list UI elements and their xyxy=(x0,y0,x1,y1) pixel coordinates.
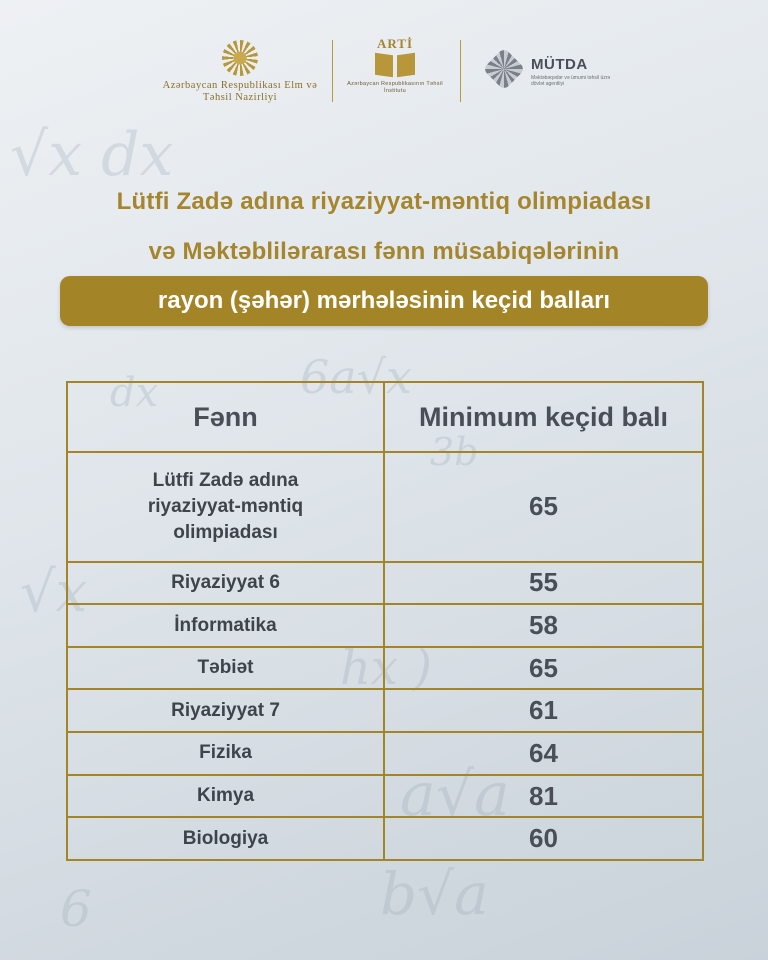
score-cell: 81 xyxy=(384,775,703,818)
mutda-knot-icon xyxy=(483,48,526,91)
arti-name: ARTİ xyxy=(376,36,414,51)
subject-cell: Kimya xyxy=(67,775,384,818)
table-row xyxy=(67,817,703,860)
bg-formula: 3b xyxy=(430,430,479,474)
mutda-name: MÜTDA xyxy=(531,56,588,73)
title-line-2: və Məktəblilərarası fənn müsabiqələrinin xyxy=(148,238,620,265)
arti-logo xyxy=(345,36,445,95)
header-subject: Fənn xyxy=(67,382,384,452)
subject-cell: Fizika xyxy=(67,732,384,775)
score-cell: 60 xyxy=(384,817,703,860)
arti-book-icon xyxy=(375,54,415,78)
logo-divider xyxy=(332,40,333,102)
table-row xyxy=(67,732,703,775)
arti-subtitle: Azərbaycan Respublikasının Təhsil İnstitutu xyxy=(347,81,443,94)
bg-formula: √x dx xyxy=(10,120,174,190)
subject-cell: Biologiya xyxy=(67,817,384,860)
bg-formula: 6a√x xyxy=(300,350,412,404)
logo-header xyxy=(0,30,768,114)
ministry-emblem-icon xyxy=(222,40,258,76)
ministry-name: Azərbaycan Respublikası Elm və Təhsil Nazirliyi xyxy=(162,80,318,103)
subject-cell: İnformatika xyxy=(67,604,384,647)
title-line-1: Lütfi Zadə adına riyaziyyat-məntiq olimpiadası xyxy=(116,188,652,215)
table-row xyxy=(67,562,703,605)
header-min-score: Minimum keçid balı xyxy=(384,382,703,452)
bg-formula: b√a xyxy=(380,860,489,928)
table-row xyxy=(67,775,703,818)
table-row xyxy=(67,604,703,647)
score-cell: 64 xyxy=(384,732,703,775)
score-cell: 65 xyxy=(384,647,703,690)
bg-formula: √x xyxy=(20,560,88,625)
table-row xyxy=(67,689,703,732)
bg-formula: a√a xyxy=(400,760,510,830)
score-cell: 65 xyxy=(384,452,703,562)
table-row xyxy=(67,647,703,690)
score-cell: 61 xyxy=(384,689,703,732)
table-header-row xyxy=(67,382,703,452)
title-banner: rayon (şəhər) mərhələsinin keçid balları xyxy=(60,276,708,326)
subject-cell: Riyaziyyat 6 xyxy=(67,562,384,605)
subject-cell xyxy=(67,452,384,562)
scores-table xyxy=(66,381,704,861)
bg-formula: hx ) xyxy=(340,640,432,696)
mutda-subtitle: Məktəbəqədər və ümumi təhsil üzrə dövlət agentliyi xyxy=(531,75,611,87)
logo-divider xyxy=(460,40,461,102)
score-cell: 55 xyxy=(384,562,703,605)
ministry-logo xyxy=(160,40,320,104)
score-cell: 58 xyxy=(384,604,703,647)
subject-cell: Riyaziyyat 7 xyxy=(67,689,384,732)
subject-cell: Təbiət xyxy=(67,647,384,690)
table-row xyxy=(67,452,703,562)
bg-formula: 6 xyxy=(60,880,92,938)
bg-formula: dx xyxy=(110,370,159,416)
subject-label: Lütfi Zadə adına riyaziyyat-məntiq olimpiadası xyxy=(147,469,304,543)
